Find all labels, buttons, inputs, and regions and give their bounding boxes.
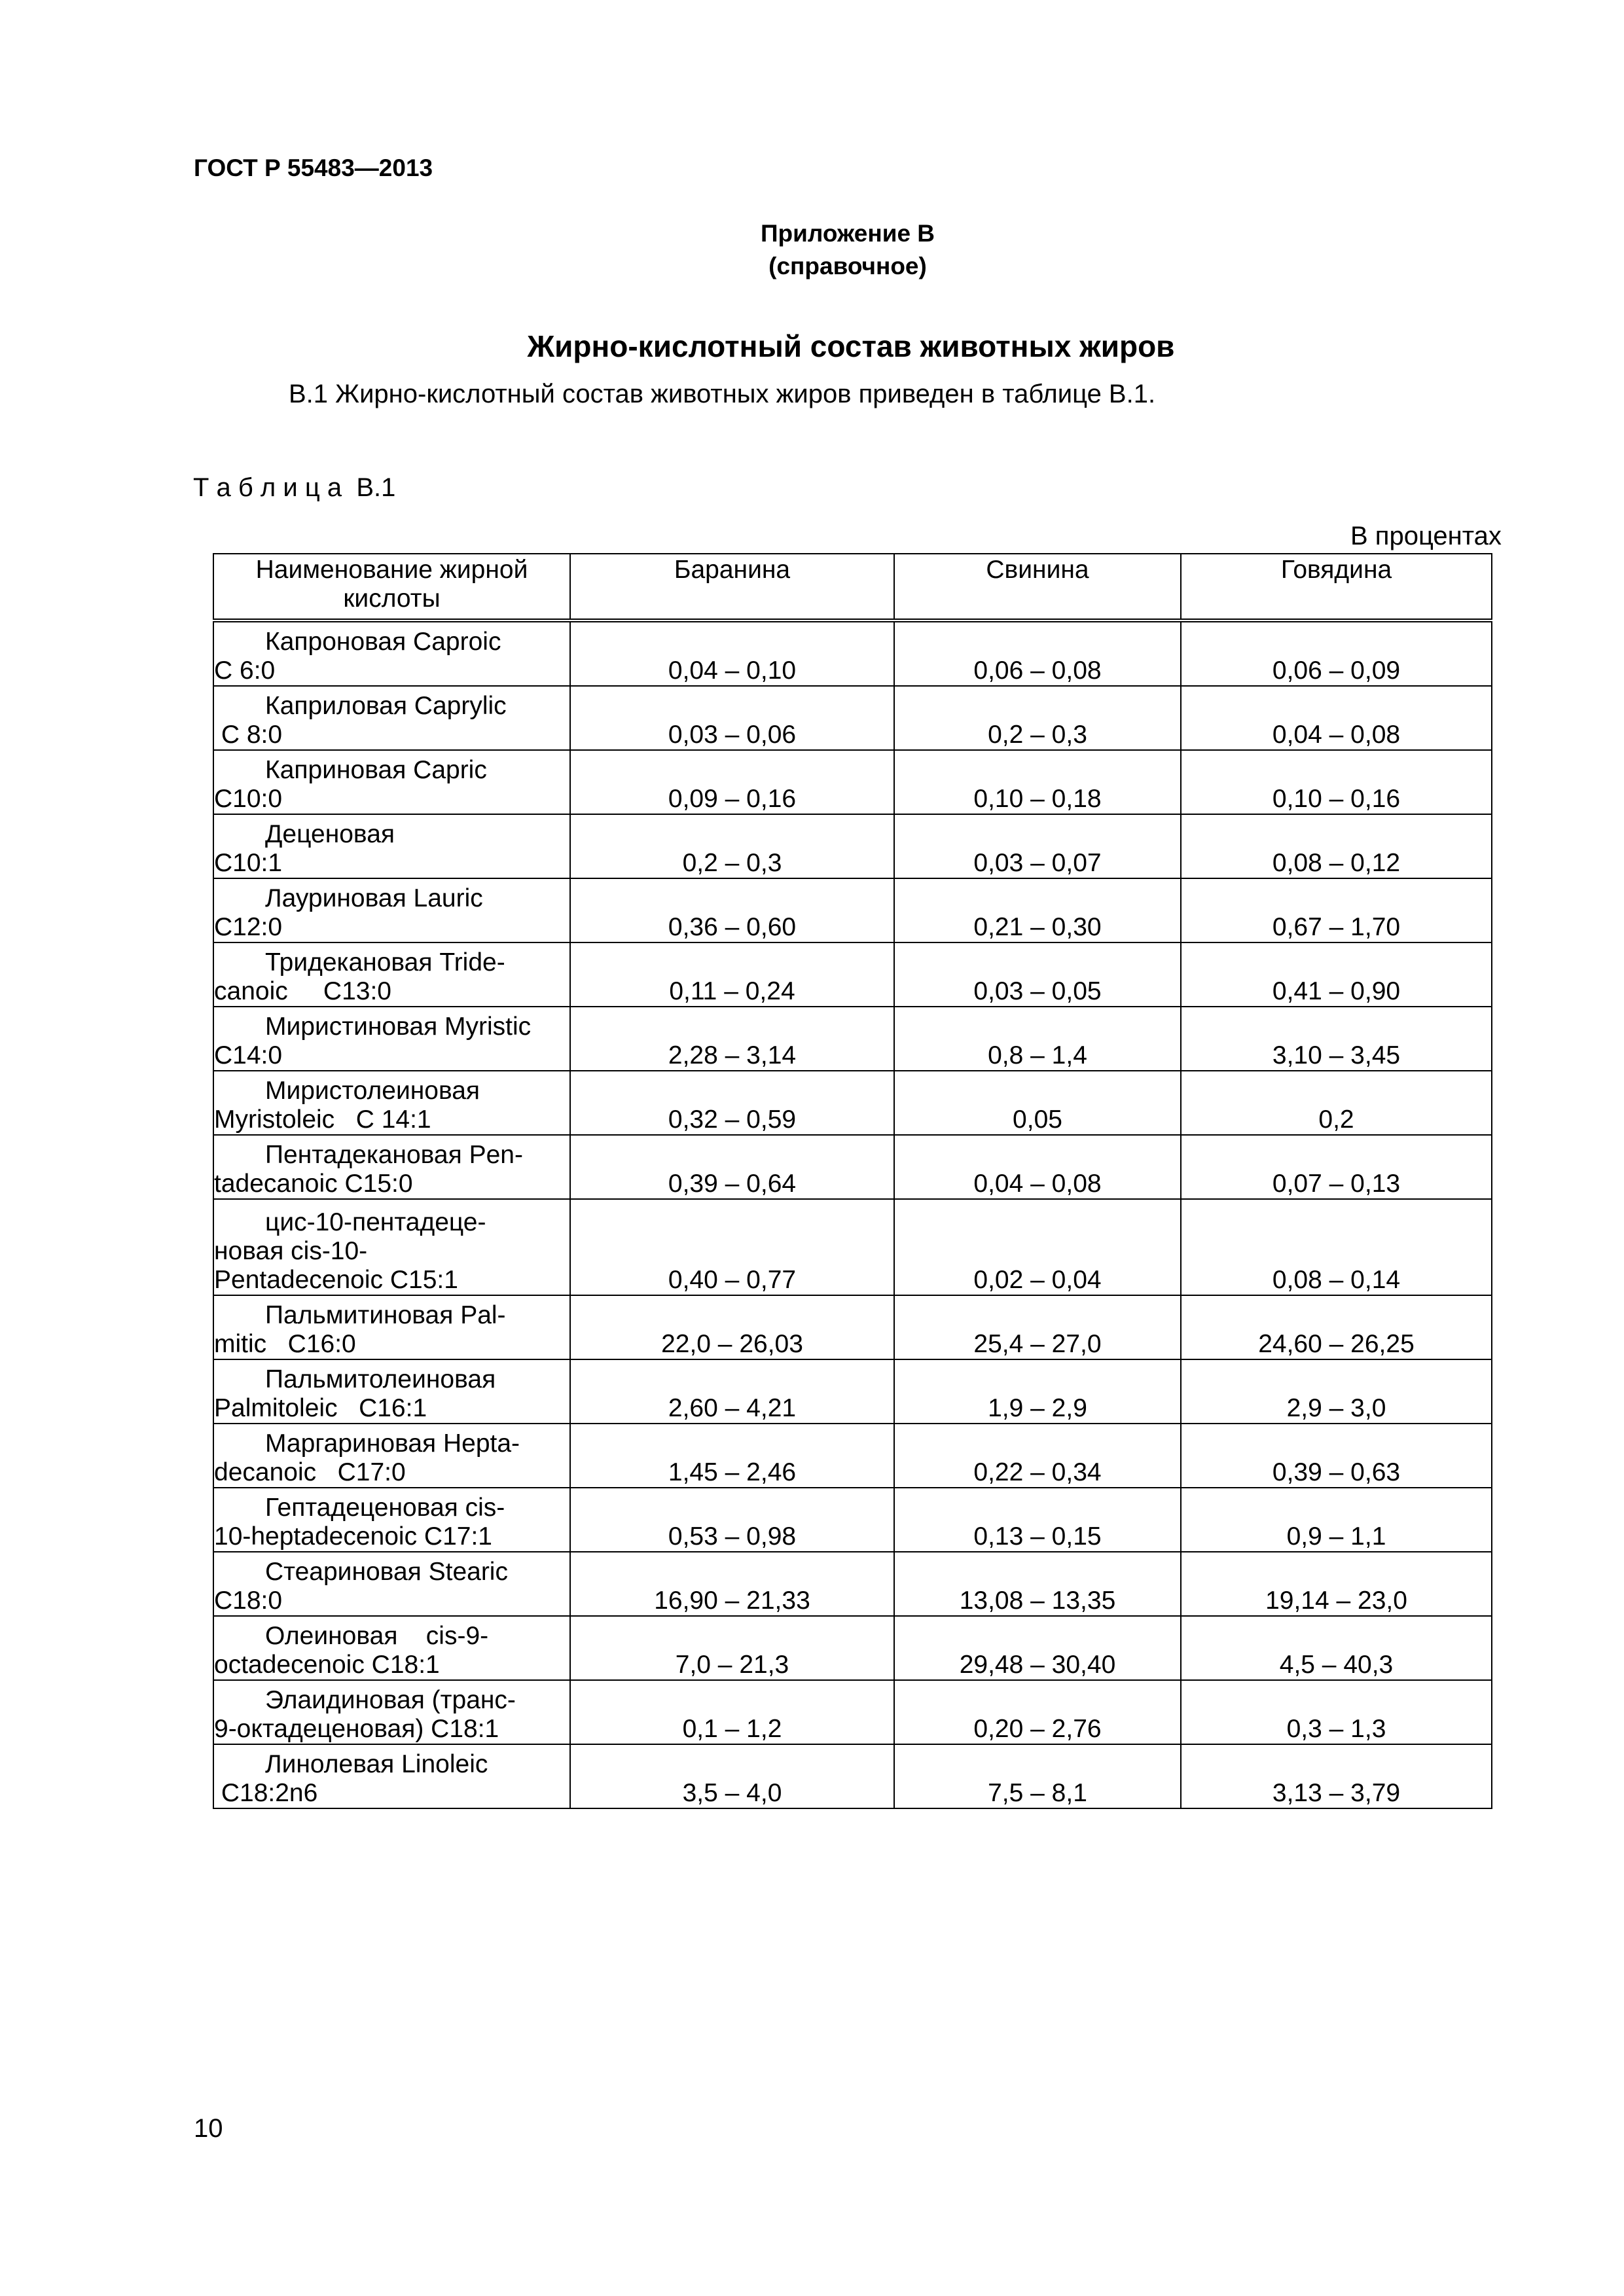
acid-name-line: Palmitoleic С16:1 bbox=[214, 1394, 427, 1422]
table-row bbox=[213, 942, 1492, 1007]
lamb-value-cell: 22,0 – 26,03 bbox=[570, 1295, 894, 1359]
beef-value-cell: 0,39 – 0,63 bbox=[1181, 1424, 1492, 1488]
table-row bbox=[213, 686, 1492, 750]
acid-name-line: mitic С16:0 bbox=[214, 1330, 356, 1358]
pork-value-cell: 0,10 – 0,18 bbox=[894, 750, 1181, 814]
table-row bbox=[213, 620, 1492, 686]
pork-value-cell: 0,06 – 0,08 bbox=[894, 620, 1181, 686]
table-row bbox=[213, 1295, 1492, 1359]
pork-value-cell: 29,48 – 30,40 bbox=[894, 1616, 1181, 1680]
page-number: 10 bbox=[194, 2114, 223, 2143]
beef-value-cell: 0,10 – 0,16 bbox=[1181, 750, 1492, 814]
beef-value-cell: 24,60 – 26,25 bbox=[1181, 1295, 1492, 1359]
acid-name-line: С18:2n6 bbox=[214, 1779, 318, 1807]
acid-name-line: Линолевая Linoleic bbox=[265, 1750, 488, 1778]
appendix-label: Приложение В bbox=[760, 220, 935, 247]
lamb-value-cell: 7,0 – 21,3 bbox=[570, 1616, 894, 1680]
acid-name-line: Миристолеиновая bbox=[265, 1077, 480, 1105]
acid-name-cell bbox=[213, 1552, 570, 1616]
header-lamb: Баранина bbox=[570, 554, 894, 620]
lamb-value-cell: 0,32 – 0,59 bbox=[570, 1071, 894, 1135]
acid-name-line: С10:0 bbox=[214, 785, 283, 813]
beef-value-cell: 0,2 bbox=[1181, 1071, 1492, 1135]
lamb-value-cell: 0,04 – 0,10 bbox=[570, 620, 894, 686]
lamb-value-cell: 16,90 – 21,33 bbox=[570, 1552, 894, 1616]
acid-name-line: Лауриновая Lauric bbox=[265, 884, 483, 912]
pork-value-cell: 0,03 – 0,07 bbox=[894, 814, 1181, 878]
lamb-value-cell: 1,45 – 2,46 bbox=[570, 1424, 894, 1488]
table-body bbox=[213, 620, 1492, 1808]
beef-value-cell: 4,5 – 40,3 bbox=[1181, 1616, 1492, 1680]
acid-name-cell bbox=[213, 878, 570, 942]
pork-value-cell: 0,04 – 0,08 bbox=[894, 1135, 1181, 1199]
pork-value-cell: 1,9 – 2,9 bbox=[894, 1359, 1181, 1424]
beef-value-cell: 0,04 – 0,08 bbox=[1181, 686, 1492, 750]
acid-name-line: Элаидиновая (транс- bbox=[265, 1686, 516, 1714]
beef-value-cell: 0,08 – 0,14 bbox=[1181, 1199, 1492, 1295]
acid-name-cell bbox=[213, 686, 570, 750]
acid-name-line: Капроновая Caproic bbox=[265, 628, 501, 656]
acid-name-cell bbox=[213, 1135, 570, 1199]
acid-name-line: Pentadecenoic С15:1 bbox=[214, 1266, 458, 1294]
beef-value-cell: 0,08 – 0,12 bbox=[1181, 814, 1492, 878]
acid-name-line: Пентадекановая Pen- bbox=[265, 1141, 523, 1169]
acid-name-line: С10:1 bbox=[214, 849, 283, 877]
acid-name-cell bbox=[213, 1295, 570, 1359]
acid-name-line: Деценовая bbox=[265, 820, 395, 848]
pork-value-cell: 0,2 – 0,3 bbox=[894, 686, 1181, 750]
appendix-title: Жирно-кислотный состав животных жиров bbox=[527, 329, 1175, 363]
pork-value-cell: 0,03 – 0,05 bbox=[894, 942, 1181, 1007]
beef-value-cell: 3,10 – 3,45 bbox=[1181, 1007, 1492, 1071]
pork-value-cell: 0,13 – 0,15 bbox=[894, 1488, 1181, 1552]
table-row bbox=[213, 814, 1492, 878]
document-code: ГОСТ Р 55483—2013 bbox=[194, 154, 433, 181]
acid-name-cell bbox=[213, 1424, 570, 1488]
acid-name-line: С 6:0 bbox=[214, 656, 276, 685]
lamb-value-cell: 0,36 – 0,60 bbox=[570, 878, 894, 942]
table-row bbox=[213, 1552, 1492, 1616]
acid-name-cell bbox=[213, 1199, 570, 1295]
table-header-row bbox=[213, 554, 1492, 620]
pork-value-cell: 0,8 – 1,4 bbox=[894, 1007, 1181, 1071]
acid-name-line: цис-10-пентадеце- bbox=[265, 1208, 486, 1236]
acid-name-line: Пальмитолеиновая bbox=[265, 1365, 496, 1393]
lamb-value-cell: 0,40 – 0,77 bbox=[570, 1199, 894, 1295]
appendix-heading bbox=[0, 217, 1624, 283]
lamb-value-cell: 2,28 – 3,14 bbox=[570, 1007, 894, 1071]
acid-name-cell bbox=[213, 1359, 570, 1424]
lamb-value-cell: 2,60 – 4,21 bbox=[570, 1359, 894, 1424]
acid-name-line: octadecenoic С18:1 bbox=[214, 1651, 440, 1679]
beef-value-cell: 0,06 – 0,09 bbox=[1181, 620, 1492, 686]
acid-name-cell bbox=[213, 1680, 570, 1744]
acid-name-cell bbox=[213, 1744, 570, 1808]
lamb-value-cell: 0,03 – 0,06 bbox=[570, 686, 894, 750]
beef-value-cell: 0,41 – 0,90 bbox=[1181, 942, 1492, 1007]
beef-value-cell: 0,9 – 1,1 bbox=[1181, 1488, 1492, 1552]
acid-name-cell bbox=[213, 1616, 570, 1680]
pork-value-cell: 0,02 – 0,04 bbox=[894, 1199, 1181, 1295]
acid-name-line: С 8:0 bbox=[214, 721, 283, 749]
beef-value-cell: 19,14 – 23,0 bbox=[1181, 1552, 1492, 1616]
fatty-acid-table bbox=[213, 553, 1492, 1809]
table-row bbox=[213, 1359, 1492, 1424]
pork-value-cell: 25,4 – 27,0 bbox=[894, 1295, 1181, 1359]
lamb-value-cell: 3,5 – 4,0 bbox=[570, 1744, 894, 1808]
table-row bbox=[213, 1135, 1492, 1199]
acid-name-cell bbox=[213, 620, 570, 686]
header-beef: Говядина bbox=[1181, 554, 1492, 620]
lamb-value-cell: 0,2 – 0,3 bbox=[570, 814, 894, 878]
acid-name-line: tadecanoic С15:0 bbox=[214, 1170, 413, 1198]
pork-value-cell: 7,5 – 8,1 bbox=[894, 1744, 1181, 1808]
pork-value-cell: 0,20 – 2,76 bbox=[894, 1680, 1181, 1744]
pork-value-cell: 0,22 – 0,34 bbox=[894, 1424, 1181, 1488]
pork-value-cell: 0,21 – 0,30 bbox=[894, 878, 1181, 942]
beef-value-cell: 2,9 – 3,0 bbox=[1181, 1359, 1492, 1424]
lamb-value-cell: 0,1 – 1,2 bbox=[570, 1680, 894, 1744]
acid-name-line: Каприловая Caprylic bbox=[265, 692, 507, 720]
acid-name-line: Пальмитиновая Pal- bbox=[265, 1301, 506, 1329]
acid-name-line: Стеариновая Stearic bbox=[265, 1558, 508, 1586]
acid-name-line: Каприновая Capric bbox=[265, 756, 487, 784]
pork-value-cell: 0,05 bbox=[894, 1071, 1181, 1135]
appendix-type: (справочное) bbox=[768, 253, 927, 279]
beef-value-cell: 0,3 – 1,3 bbox=[1181, 1680, 1492, 1744]
acid-name-cell bbox=[213, 1488, 570, 1552]
table-units-note: В процентах bbox=[1350, 522, 1502, 550]
lamb-value-cell: 0,11 – 0,24 bbox=[570, 942, 894, 1007]
acid-name-line: новая cis-10- bbox=[214, 1237, 368, 1265]
acid-name-line: С18:0 bbox=[214, 1587, 283, 1615]
table-row bbox=[213, 1199, 1492, 1295]
acid-name-cell bbox=[213, 814, 570, 878]
acid-name-line: Олеиновая cis-9- bbox=[265, 1622, 489, 1650]
table-row bbox=[213, 1680, 1492, 1744]
beef-value-cell: 0,67 – 1,70 bbox=[1181, 878, 1492, 942]
acid-name-line: Тридекановая Tride- bbox=[265, 948, 505, 977]
lamb-value-cell: 0,53 – 0,98 bbox=[570, 1488, 894, 1552]
acid-name-line: С14:0 bbox=[214, 1041, 283, 1069]
acid-name-cell bbox=[213, 750, 570, 814]
table-row bbox=[213, 878, 1492, 942]
acid-name-line: Гептадеценовая cis- bbox=[265, 1494, 505, 1522]
pork-value-cell: 13,08 – 13,35 bbox=[894, 1552, 1181, 1616]
acid-name-line: Маргариновая Hepta- bbox=[265, 1429, 520, 1458]
acid-name-line: Myristoleic С 14:1 bbox=[214, 1105, 431, 1134]
acid-name-line: 9-октадеценовая) С18:1 bbox=[214, 1715, 499, 1743]
header-acid-name: Наименование жирной кислоты bbox=[213, 554, 570, 620]
header-pork: Свинина bbox=[894, 554, 1181, 620]
table-row bbox=[213, 1616, 1492, 1680]
acid-name-cell bbox=[213, 1007, 570, 1071]
acid-name-cell bbox=[213, 942, 570, 1007]
table-row bbox=[213, 1071, 1492, 1135]
table-row bbox=[213, 1488, 1492, 1552]
beef-value-cell: 3,13 – 3,79 bbox=[1181, 1744, 1492, 1808]
acid-name-line: С12:0 bbox=[214, 913, 283, 941]
acid-name-line: Миристиновая Myristic bbox=[265, 1013, 532, 1041]
table-row bbox=[213, 750, 1492, 814]
acid-name-cell bbox=[213, 1071, 570, 1135]
intro-paragraph: В.1 Жирно-кислотный состав животных жиров приведен в таблице В.1. bbox=[289, 380, 1156, 408]
table-row bbox=[213, 1424, 1492, 1488]
beef-value-cell: 0,07 – 0,13 bbox=[1181, 1135, 1492, 1199]
lamb-value-cell: 0,09 – 0,16 bbox=[570, 750, 894, 814]
table-row bbox=[213, 1744, 1492, 1808]
table-row bbox=[213, 1007, 1492, 1071]
table-caption: Т а б л и ц а В.1 bbox=[193, 473, 396, 502]
lamb-value-cell: 0,39 – 0,64 bbox=[570, 1135, 894, 1199]
acid-name-line: decanoic С17:0 bbox=[214, 1458, 406, 1486]
acid-name-line: canoic С13:0 bbox=[214, 977, 391, 1005]
acid-name-line: 10-heptadecenoic С17:1 bbox=[214, 1522, 492, 1551]
